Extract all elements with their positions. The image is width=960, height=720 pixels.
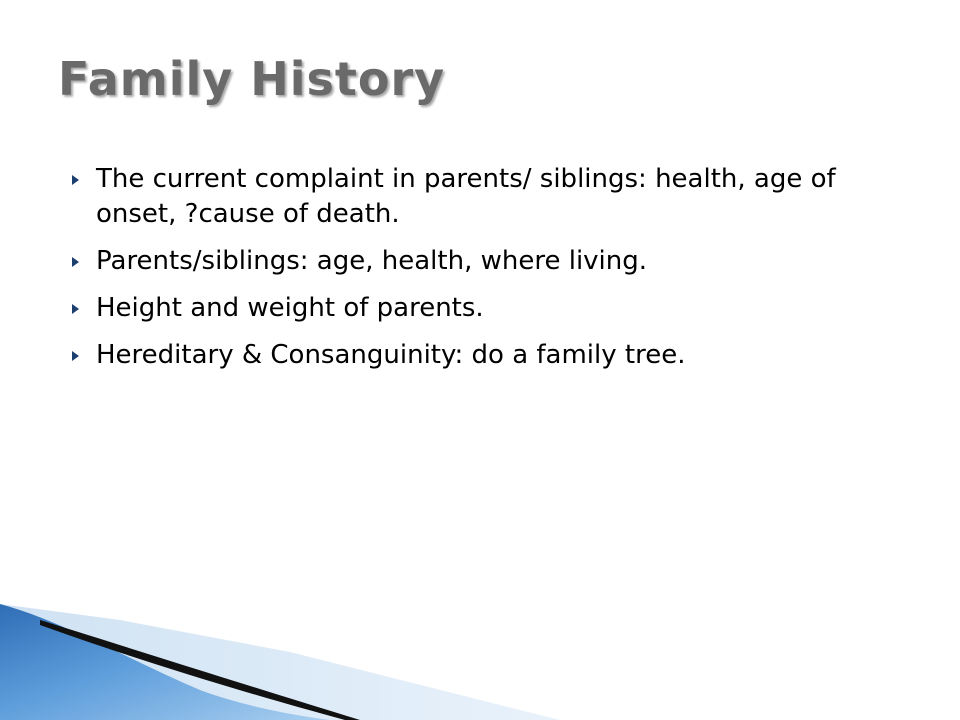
pale-swoosh-shape bbox=[0, 604, 560, 720]
bullet-item bbox=[72, 291, 912, 326]
triangle-right-icon bbox=[72, 304, 79, 314]
bullet-text: Height and weight of parents. bbox=[96, 293, 484, 323]
triangle-right-icon bbox=[72, 351, 79, 361]
bullet-item bbox=[72, 162, 912, 232]
triangle-right-icon bbox=[72, 257, 79, 267]
slide-title: Family History bbox=[58, 52, 446, 106]
blue-swoosh-shape bbox=[0, 604, 330, 720]
bullet-item bbox=[72, 244, 912, 279]
bullet-list bbox=[72, 162, 912, 385]
bullet-text: Parents/siblings: age, health, where living. bbox=[96, 246, 648, 276]
bullet-text: The current complaint in parents/ siblings: health, age of onset, ?cause of death. bbox=[96, 164, 836, 229]
bullet-item bbox=[72, 338, 912, 373]
bullet-text: Hereditary & Consanguinity: do a family tree. bbox=[96, 340, 686, 370]
triangle-right-icon bbox=[72, 175, 79, 185]
dark-stripe-shape bbox=[40, 620, 360, 720]
